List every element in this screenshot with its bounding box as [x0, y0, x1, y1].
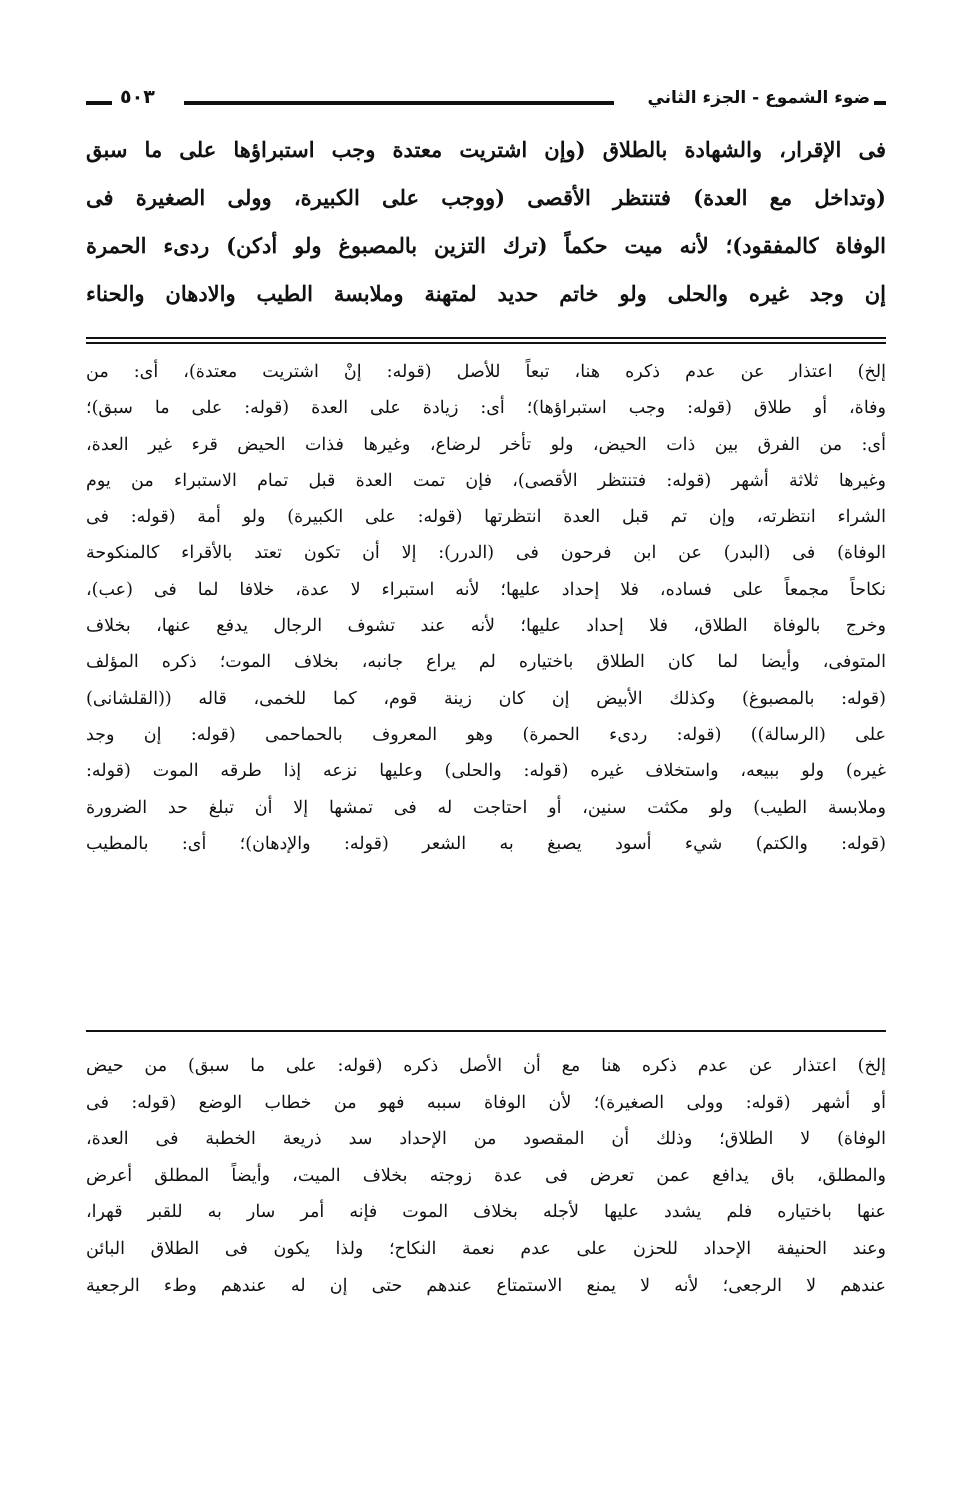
divider [86, 1030, 886, 1032]
commentary-line: أى: من الفرق بين ذات الحيض، ولو تأخر لرضاع، وغيرها فذات الحيض قرء غير العدة، [86, 434, 886, 455]
commentary-line: (قوله: بالمصبوغ) وكذلك الأبيض إن كان زينة قوم، كما للخمى، قاله ((القلشانى) [86, 688, 886, 709]
commentary-line: (قوله: والكتم) شيء أسود يصبغ به الشعر (قوله: والإدهان)؛ أى: بالمطيب [86, 833, 886, 854]
running-header [86, 84, 886, 116]
double-divider [86, 337, 886, 344]
commentary-line: وفاة، أو طلاق (قوله: وجب استبراؤها)؛ أى: زيادة على العدة (قوله: على ما سبق)؛ [86, 398, 886, 419]
commentary-line: إلخ) اعتذار عن عدم ذكره هنا، تبعاً للأصل (قوله: إنْ اشتريت معتدة)، أى: من [86, 362, 886, 382]
main-line: فى الإقرار، والشهادة بالطلاق (وإن اشتريت معتدة وجب استبراؤها على ما سبق [86, 137, 886, 162]
commentary-line: على (الرسالة)) (قوله: ردىء الحمرة) وهو المعروف بالحماحمى (قوله: إن وجد [86, 724, 886, 745]
commentary-line: وخرج بالوفاة الطلاق، فلا إحداد عليها؛ لأنه عند تشوف الرجال يدفع عنها، بخلاف [86, 616, 886, 637]
commentary-line: المتوفى، وأيضا لما كان الطلاق باختياره لم يراع جانبه، بخلاف الموت؛ ذكره المؤلف [86, 652, 886, 673]
commentary-line: غيره) ولو ببيعه، واستخلاف غيره (قوله: والحلى) وعليها نزعه إذا طرقه الموت (قوله: [86, 761, 886, 782]
commentary-line: أو أشهر (قوله: وولى الصغيرة)؛ لأن الوفاة سببه فهو من خطاب الوضع (قوله: فى [86, 1092, 886, 1113]
commentary-2 [86, 1048, 886, 1304]
header-rule [184, 101, 614, 105]
commentary-line: وملابسة الطيب) ولو مكثت سنين، أو احتاجت له فى تمشها إلا أن تبلغ حد الضرورة [86, 797, 886, 818]
commentary-line: إلخ) اعتذار عن عدم ذكره هنا مع أن الأصل ذكره (قوله: على ما سبق) من حيض [86, 1056, 886, 1076]
commentary-line: الوفاة) لا الطلاق؛ وذلك أن المقصود من الإحداد سد ذريعة الخطبة فى العدة، [86, 1129, 886, 1150]
main-line: (وتداخل مع العدة) فتنتظر الأقصى (ووجب على الكبيرة، وولى الصغيرة فى [86, 185, 886, 210]
main-text [86, 126, 886, 318]
header-title: ضوء الشموع - الجزء الثاني [647, 88, 870, 108]
commentary-line: نكاحاً مجمعاً على فساده، فلا إحداد عليها؛ لأنه استبراء لا عدة، خلافا لما فى (عب)، [86, 579, 886, 600]
commentary-line: وغيرها ثلاثة أشهر (قوله: فتنتظر الأقصى)، فإن تمت العدة قبل تمام الاستبراء من يوم [86, 470, 886, 491]
commentary-line: عندهم لا الرجعى؛ لأنه لا يمنع الاستمتاع عندهم حتى إن له عندهم وطء الرجعية [86, 1275, 886, 1296]
commentary-line: الوفاة) فى (البدر) عن ابن فرحون فى (الدرر): إلا أن تكون تعتد بالأقراء كالمنكوحة [86, 543, 886, 564]
main-line: إن وجد غيره والحلى ولو خاتم حديد لمتهنة وملابسة الطيب والادهان والحناء [86, 281, 886, 306]
commentary-line: عنها باختياره فلم يشدد عليها لأجله بخلاف الموت فإنه أمر سار به للقبر قهرا، [86, 1202, 886, 1223]
commentary-line: وعند الحنيفة الإحداد للحزن على عدم نعمة النكاح؛ ولذا يكون فى الطلاق البائن [86, 1238, 886, 1259]
commentary-line: والمطلق، باق يدافع عمن تعرض فى عدة زوجته بخلاف الميت، وأيضاً المطلق أعرض [86, 1165, 886, 1186]
commentary-line: الشراء انتظرته، وإن تم قبل العدة انتظرتها (قوله: على الكبيرة) ولو أمة (قوله: فى [86, 507, 886, 528]
page-number: ٥٠٣ [120, 86, 155, 108]
commentary-1 [86, 354, 886, 862]
main-line: الوفاة كالمفقود)؛ لأنه ميت حكماً (ترك التزين بالمصبوغ ولو أدكن) ردىء الحمرة [86, 233, 886, 258]
header-rule-left [86, 101, 112, 105]
header-rule-right [874, 101, 886, 105]
